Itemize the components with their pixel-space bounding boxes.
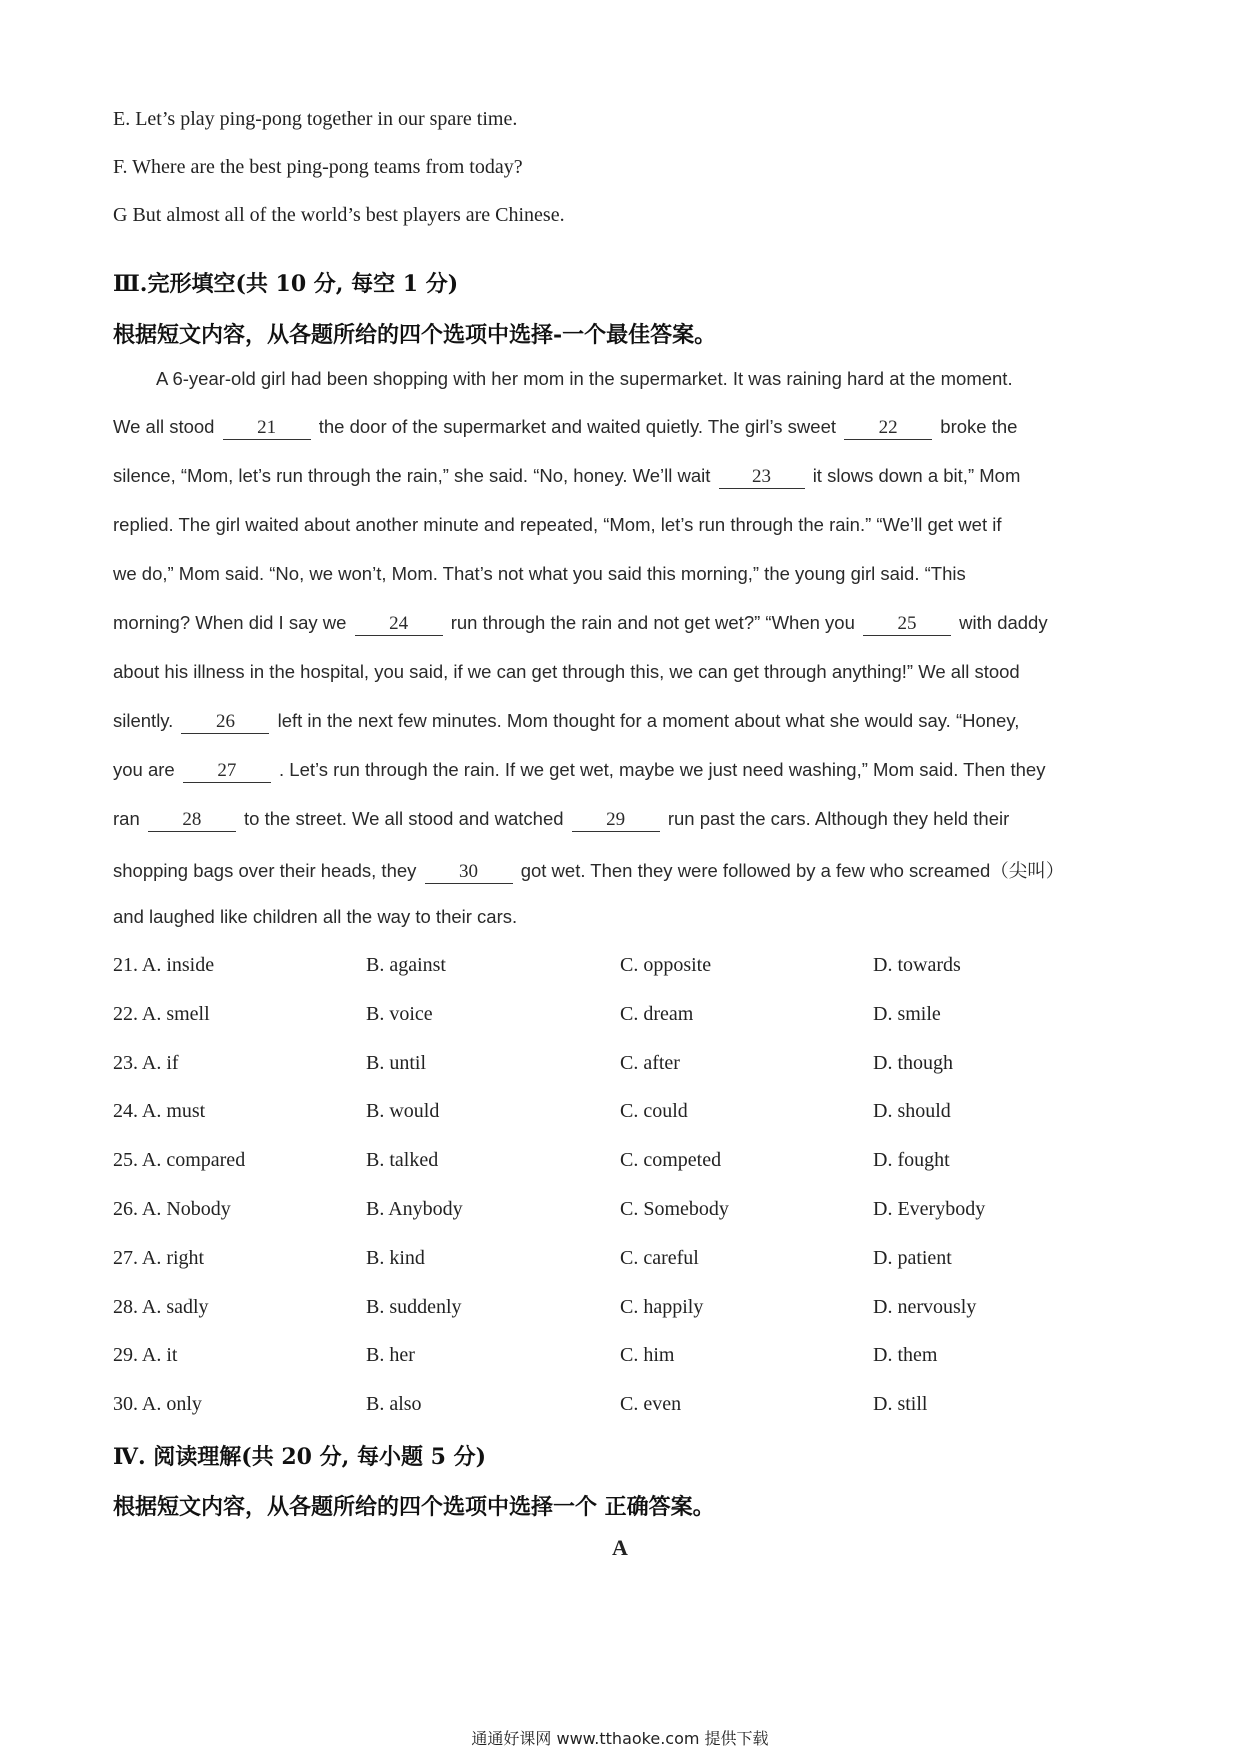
blank-30: 30	[425, 862, 513, 884]
blank-26: 26	[181, 712, 269, 734]
choice-c: C. careful	[620, 1246, 699, 1269]
passage-line-3	[113, 465, 1020, 489]
choice-d: D. still	[873, 1393, 928, 1416]
blank-24: 24	[355, 614, 443, 636]
choice-c: C. dream	[620, 1002, 694, 1025]
choice-d: D. patient	[873, 1246, 952, 1269]
passage-text: We all stood	[113, 416, 215, 437]
blank-28: 28	[148, 810, 236, 832]
passage-text: run past the cars. Although they held their	[667, 808, 1010, 829]
choice-d: D. Everybody	[873, 1198, 986, 1220]
passage-line-12: and laughed like children all the way to their cars.	[113, 906, 518, 927]
passage-text: you are	[113, 759, 175, 780]
passage-text: left in the next few minutes. Mom thought for a moment about what she would say. “Honey,	[277, 710, 1020, 731]
choice-a: 30. A. only	[113, 1393, 202, 1416]
passage-text: broke the	[940, 416, 1018, 437]
choice-b: B. against	[366, 954, 446, 976]
passage-text: morning? When did I say we	[113, 612, 347, 633]
passage-text: it slows down a bit,” Mom	[812, 465, 1021, 486]
passage-text: with daddy	[959, 612, 1048, 633]
choice-a: 22. A. smell	[113, 1002, 210, 1025]
question-row	[113, 954, 1113, 984]
choice-b: B. talked	[366, 1149, 439, 1172]
blank-29: 29	[572, 810, 660, 832]
passage-line-8	[113, 710, 1019, 734]
question-row	[113, 1344, 1113, 1374]
passage-line-1: A 6-year-old girl had been shopping with her mom in the supermarket. It was raining hard at the moment.	[156, 368, 1013, 389]
choice-b: B. until	[366, 1051, 427, 1074]
choice-c: C. competed	[620, 1149, 722, 1172]
footer-credit: 通通好课网 www.tthaoke.com 提供下载	[471, 1729, 769, 1748]
choice-d: D. smile	[873, 1002, 941, 1025]
choice-b: B. would	[366, 1100, 440, 1123]
choice-a: 25. A. compared	[113, 1149, 246, 1172]
blank-25: 25	[863, 614, 951, 636]
passage-text: ran	[113, 808, 140, 829]
section-4-instruction: 根据短文内容，从各题所给的四个选项中选择一个 正确答案。	[113, 1494, 715, 1520]
choice-d: D. nervously	[873, 1295, 977, 1318]
option-f: F. Where are the best ping-pong teams from today?	[113, 156, 523, 178]
option-g: G But almost all of the world’s best players are Chinese.	[113, 204, 565, 226]
section-4-title: Ⅳ. 阅读理解(共 20 分, 每小题 5 分)	[113, 1444, 486, 1470]
passage-line-4: replied. The girl waited about another minute and repeated, “Mom, let’s run through the rain.” “We’ll get wet if	[113, 514, 1002, 535]
passage-line-2	[113, 416, 1017, 440]
choice-c: C. could	[620, 1100, 688, 1123]
choice-a: 29. A. it	[113, 1344, 178, 1367]
passage-text: shopping bags over their heads, they	[113, 860, 417, 881]
choice-c: C. happily	[620, 1295, 704, 1318]
passage-line-9	[113, 759, 1045, 783]
choice-a: 28. A. sadly	[113, 1295, 209, 1318]
passage-text: to the street. We all stood and watched	[244, 808, 564, 829]
passage-line-11	[113, 857, 1064, 884]
passage-text: . Let’s run through the rain. If we get wet, maybe we just need washing,” Mom said. Then they	[279, 759, 1046, 780]
choice-d: D. should	[873, 1100, 951, 1123]
passage-text: silently.	[113, 710, 174, 731]
question-row	[113, 1393, 1113, 1423]
question-row	[113, 1296, 1113, 1326]
choice-d: D. them	[873, 1344, 938, 1367]
choice-c: C. after	[620, 1051, 680, 1074]
passage-line-6	[113, 612, 1048, 636]
blank-27: 27	[183, 761, 271, 783]
question-row	[113, 1198, 1113, 1228]
passage-line-5: we do,” Mom said. “No, we won’t, Mom. That’s not what you said this morning,” the young girl said. “This	[113, 563, 966, 584]
section-3-instruction: 根据短文内容，从各题所给的四个选项中选择-一个最佳答案。	[113, 322, 717, 348]
passage-line-10	[113, 808, 1009, 832]
choice-a: 26. A. Nobody	[113, 1198, 231, 1220]
option-e: E. Let’s play ping-pong together in our spare time.	[113, 108, 518, 130]
question-row	[113, 1149, 1113, 1179]
passage-text: silence, “Mom, let’s run through the rain,” she said. “No, honey. We’ll wait	[113, 465, 711, 486]
question-row	[113, 1247, 1113, 1277]
question-row	[113, 1052, 1113, 1082]
question-row	[113, 1100, 1113, 1130]
choice-c: C. even	[620, 1393, 682, 1416]
choice-a: 21. A. inside	[113, 954, 215, 976]
choice-b: B. also	[366, 1393, 422, 1416]
blank-22: 22	[844, 418, 932, 440]
choice-b: B. her	[366, 1344, 415, 1367]
choice-c: C. opposite	[620, 954, 712, 976]
blank-21: 21	[223, 418, 311, 440]
choice-b: B. Anybody	[366, 1198, 463, 1220]
choice-b: B. kind	[366, 1246, 425, 1269]
choice-c: C. him	[620, 1344, 675, 1367]
choice-b: B. suddenly	[366, 1295, 462, 1318]
choice-d: D. towards	[873, 954, 961, 976]
question-row	[113, 1003, 1113, 1033]
choice-b: B. voice	[366, 1002, 433, 1025]
choice-c: C. Somebody	[620, 1198, 729, 1220]
passage-text: got wet. Then they were followed by a few who screamed（尖叫）	[520, 860, 1065, 881]
passage-text: the door of the supermarket and waited quietly. The girl’s sweet	[318, 416, 837, 437]
choice-d: D. fought	[873, 1149, 950, 1172]
choice-a: 24. A. must	[113, 1100, 206, 1123]
part-label: A	[612, 1535, 628, 1560]
choice-a: 23. A. if	[113, 1051, 179, 1074]
choice-d: D. though	[873, 1051, 953, 1074]
section-3-title: Ⅲ.完形填空(共 10 分, 每空 1 分)	[113, 271, 459, 297]
passage-text: run through the rain and not get wet?” “When you	[450, 612, 855, 633]
passage-line-7: about his illness in the hospital, you said, if we can get through this, we can get through anything!” We all stood	[113, 661, 1020, 682]
choice-a: 27. A. right	[113, 1246, 205, 1269]
blank-23: 23	[719, 467, 805, 489]
